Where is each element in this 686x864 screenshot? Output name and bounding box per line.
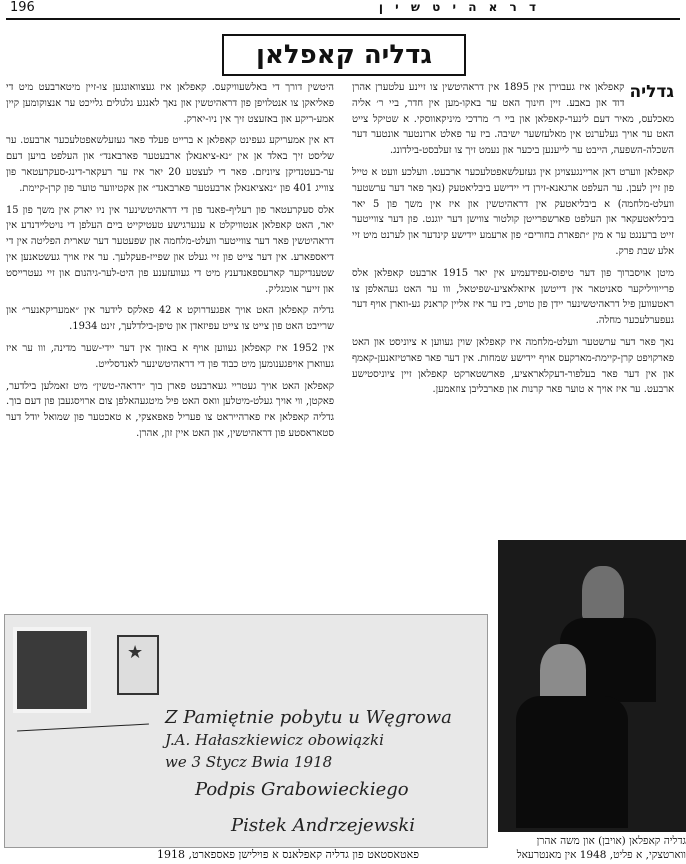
document-divider — [17, 724, 149, 732]
passport-document-image — [4, 614, 488, 848]
handwriting-line: J.A. Hałaszkiewicz obowiązki — [165, 731, 384, 749]
men-portrait-photo — [498, 540, 686, 832]
article-title: גדליה קאפלאן — [256, 40, 432, 70]
paragraph: גדליה קאפלאן האט אויך אפגעדרוקט א 42 פאלקס לידער אין ״אמעריקאנער״ און שרייבט האט פון צייט צו צייט עפיזאדן און טיפן-בילדלעך, זינט 1934. — [6, 305, 334, 333]
man-lower-head — [540, 644, 586, 702]
man-lower-body — [516, 696, 628, 828]
paragraph: היטשין דורך די באלשעוויקעס. קאפלאן איז געצוואונגען צו-זיין מיטארבעט מיט די פאליאקן צו אנטלויפן פון דראהיטשין און נאך לאנגע גלגולים גלייכט ער אנצוקומען קיין אמע-ריקע און באזעצט זיך אין ניו-יארק. — [6, 82, 334, 125]
running-head: ד ר א ה י ט ש י ן — [378, 0, 540, 14]
paragraph: נאך פאר דער ערשטער וועלט-מלחמה איז קאפלאן שוין געווען א ציוניסט און האט פארקויפט קרן-קיימת-מארקעס אויף יידישע שמחות. אין דער פאר פארטיזאנען-קאמף און אין דער פאר בעלפור-דעקלאראציע, פארשטארקט קאפלאן זיין ציוניסטישע ארבעט. ער איז אויך א טוער פאר קרנות און פארבליבן צוזאמען. — [352, 336, 674, 396]
drop-lead: גדליה — [629, 82, 674, 102]
page-number: 196 — [10, 0, 35, 15]
handwriting-line: Podpis Grabowieckiego — [195, 779, 409, 800]
handwriting-line: we 3 Stycz Bwia 1918 — [165, 753, 333, 771]
paragraph: מיטן אויסברוך פון דער טיפוס-עפידעמיע אין יאר 1915 ארבעט קאפלאן אלס פרייוויליקער סאניטאר אין דייטשן איזאלאציע-שפיטאל, ווו ער האט געהאלפן צו ראטעווען פיל דראהיטשינער יידן פון טויט, ביז ער איז אליין קראנק גע-ווארן אויף דער געפערלעכער מחלה. — [352, 267, 674, 327]
photo-caption: גדליה קאפלאן (אויבן) און משה אהרן ווארטצקי, א פליט, 1948 אין מאנטרעאל — [516, 835, 686, 861]
passport-stamp — [117, 635, 159, 695]
paragraph: אלס סעקרעטאר פון רעליף-פאנד פון די דראהיטשינער אין ניו יארק אין משך פון 15 יאר, האט קאפלאן אנטוויקלט א ענערגישע טעטיקייט ביים העלפן די נויטלײדנדע אין דראהיטשין פאר דער צווייטער וועלט-מלחמה און שפעטער דער שארית הפליטה אין די דיאספארע. אין דער צייט פון זיי געלט און שפייז-פעקלעך. ער איז אויך געשטאנען אין שטענדיקער קארעספאנדענץ מיט די געוועזענע פון היט-לער-גיהנום און זיי געטרייסט און זייער אומגליק. — [6, 204, 334, 295]
passport-photo — [13, 627, 91, 713]
star-icon: ★ — [127, 642, 144, 663]
left-text-column — [6, 80, 334, 600]
page-header — [6, 0, 680, 20]
man-upper-head — [582, 566, 624, 620]
handwriting-line: Z Pamiętnie pobytu u Węgrowa — [165, 707, 452, 728]
handwriting-line: Pistek Andrzejewski — [231, 815, 416, 836]
article-title-box — [222, 34, 466, 76]
paragraph: אין 1952 איז קאפלאן געווען אויף א באזוך אין דער יידי-שער מדינה, ווו ער איז געווארן אויפגענומען מיט כבוד פון די דראהיטשינער לאנדסלייט. — [6, 342, 334, 370]
right-text-column — [352, 80, 674, 542]
paragraph: קאפלאן האט אויך געטריי געארבעט פארן בוך ״דראהי-טשין״ מיט זאמלען בילדער, פאקטן, ווי אויך געלט-מיטלען וואס האט פיל מיטגעהאלפן צום ארויסגעבן פון דעם בוך. גדליה קאפלאן איז פארהייראט צו פעריל פאפאצקי, א טאכטער פון שמואל יודל דער סטאראסטע פון דראהיטשין, און האט איין זון, אהרן. — [6, 380, 334, 439]
paragraph: גדליה קאפלאן איז געבוירן אין 1895 אין דראהיטשין צו זיינע עלטערן אהרן דוד און באבע. זיין חינוך האט ער באקו-מען אין חדר, ביי ר׳ אליה מאכלעס, מאיר דעם לינער-קאפלאן און ביי ר׳ מרדכי מיניקאווסקי. א שטיקל צייט האט ער אויך געלערנט אין מאלעזשער ישיבה. ביז ער פאלט ארונטער אונטער דער השכלה-השפעה, הייבט ער לייענען ביכער און נעמט זיך צו זעלבסט-בילדונג. — [352, 82, 674, 157]
paragraph: קאפלאן ווערט דאן אריינגעצויגן אין געזעלשאפטלעכער ארבעט. וועלכע וועט א טייל פון זיין לעבן. ער העלפט ארגאנא-זירן די יידישע ביבליאטעק (נאך פאר דער ערשטער וועלט-מלחמה) א ביבליאטעק אין דראהיטשין און איז אין משך פון 5 יאר ביבליאטעקאר און העלפט פארשפרייטן קולטור צווישן דער יוגנט. פון דער צווייטער זייט ברענגט ער א מין ״תפארת בחורים״ פון ארעמע יידישע קינדער און לערנט מיט זיי אלע שבת פרק. — [352, 166, 674, 257]
paragraph: דא אין אמעריקע געפינט קאפלאן א ברייט פעלד פאר געזעלשאפטלעכער ארבעט. ער שליסט זיך באלד אן אין ״נא-ציאנאלן ארבעטער פארבאנד״ און העלפט בויען דעם ער-בעטנדיקן ציוניזם. פאר די לעצטע 20 יאר איז ער רעקאר-דינג-סעקרעטאר פון צווייג 401 פון ״נאציאנאלן ארבעטער פארבאנד״ און אקטיווער טוער פון קרן-קיימת. — [6, 135, 334, 194]
document-caption: פאטאסטאט פון גדליה קאפלאנס א פוילישן פאספארט, 1918 — [157, 848, 419, 861]
